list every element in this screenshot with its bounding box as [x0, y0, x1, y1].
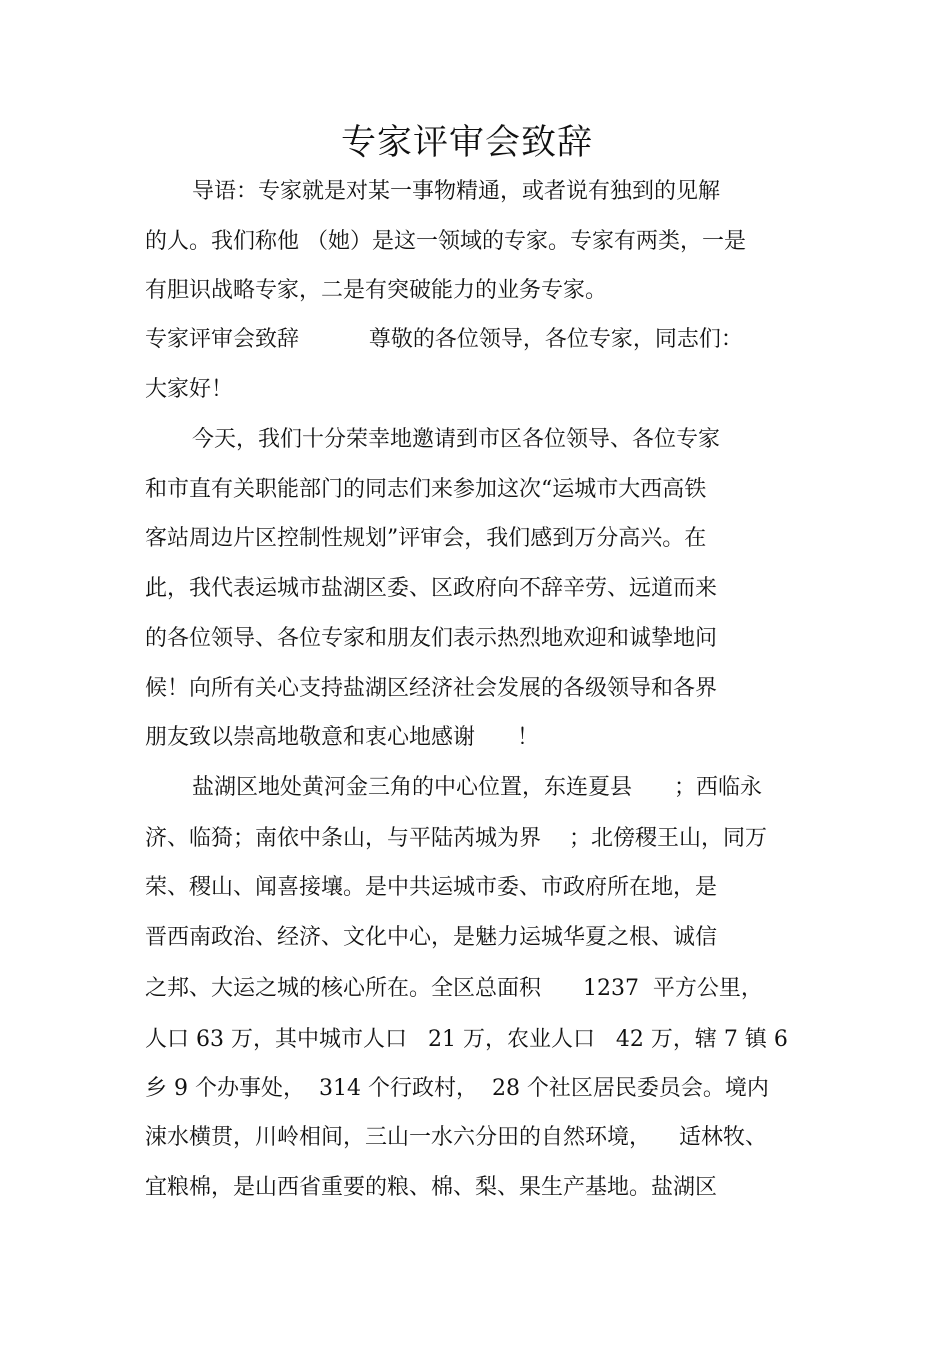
paragraph-line-18: 人口 63 万，其中城市人口 21 万，农业人口 42 万，辖 7 镇 6: [145, 1027, 788, 1052]
paragraph-line-3: 有胆识战略专家，二是有突破能力的业务专家。: [145, 278, 608, 303]
paragraph-line-21: 宜粮棉，是山西省重要的粮、棉、梨、果生产基地。盐湖区: [145, 1175, 718, 1200]
paragraph-line-13: 盐湖区地处黄河金三角的中心位置，东连夏县 ；西临永: [192, 775, 762, 800]
paragraph-line-14: 济、临猗；南依中条山，与平陆芮城为界 ；北傍稷王山，同万: [145, 826, 767, 851]
paragraph-line-10: 的各位领导、各位专家和朋友们表示热烈地欢迎和诚挚地问: [145, 626, 718, 651]
paragraph-line-17: 之邦、大运之城的核心所在。全区总面积 1237 平方公里，: [145, 976, 763, 1001]
paragraph-line-6: 今天，我们十分荣幸地邀请到市区各位领导、各位专家: [192, 427, 721, 452]
paragraph-line-15: 荣、稷山、闻喜接壤。是中共运城市委、市政府所在地，是: [145, 875, 718, 900]
paragraph-line-12: 朋友致以崇高地敬意和衷心地感谢 ！: [145, 725, 539, 750]
paragraph-line-20: 涑水横贯，川岭相间，三山一水六分田的自然环境， 适林牧、: [145, 1125, 767, 1150]
document-title: 专家评审会致辞: [340, 123, 593, 163]
paragraph-line-9: 此，我代表运城市盐湖区委、区政府向不辞辛劳、远道而来: [145, 576, 718, 601]
paragraph-line-8: 客站周边片区控制性规划”评审会，我们感到万分高兴。在: [145, 526, 707, 551]
paragraph-line-7: 和市直有关职能部门的同志们来参加这次“运城市大西高铁: [145, 477, 707, 502]
paragraph-line-16: 晋西南政治、经济、文化中心，是魅力运城华夏之根、诚信: [145, 925, 718, 950]
paragraph-line-19: 乡 9 个办事处， 314 个行政村， 28 个社区居民委员会。境内: [145, 1076, 769, 1101]
paragraph-line-4: 专家评审会致辞 尊敬的各位领导，各位专家，同志们：: [145, 327, 743, 352]
paragraph-line-1: 导语：专家就是对某一事物精通，或者说有独到的见解: [192, 179, 721, 204]
paragraph-line-5: 大家好！: [145, 377, 234, 402]
paragraph-line-2: 的人。我们称他 （她）是这一领域的专家。专家有两类，一是: [145, 229, 746, 254]
paragraph-line-11: 候！向所有关心支持盐湖区经济社会发展的各级领导和各界: [145, 676, 718, 701]
